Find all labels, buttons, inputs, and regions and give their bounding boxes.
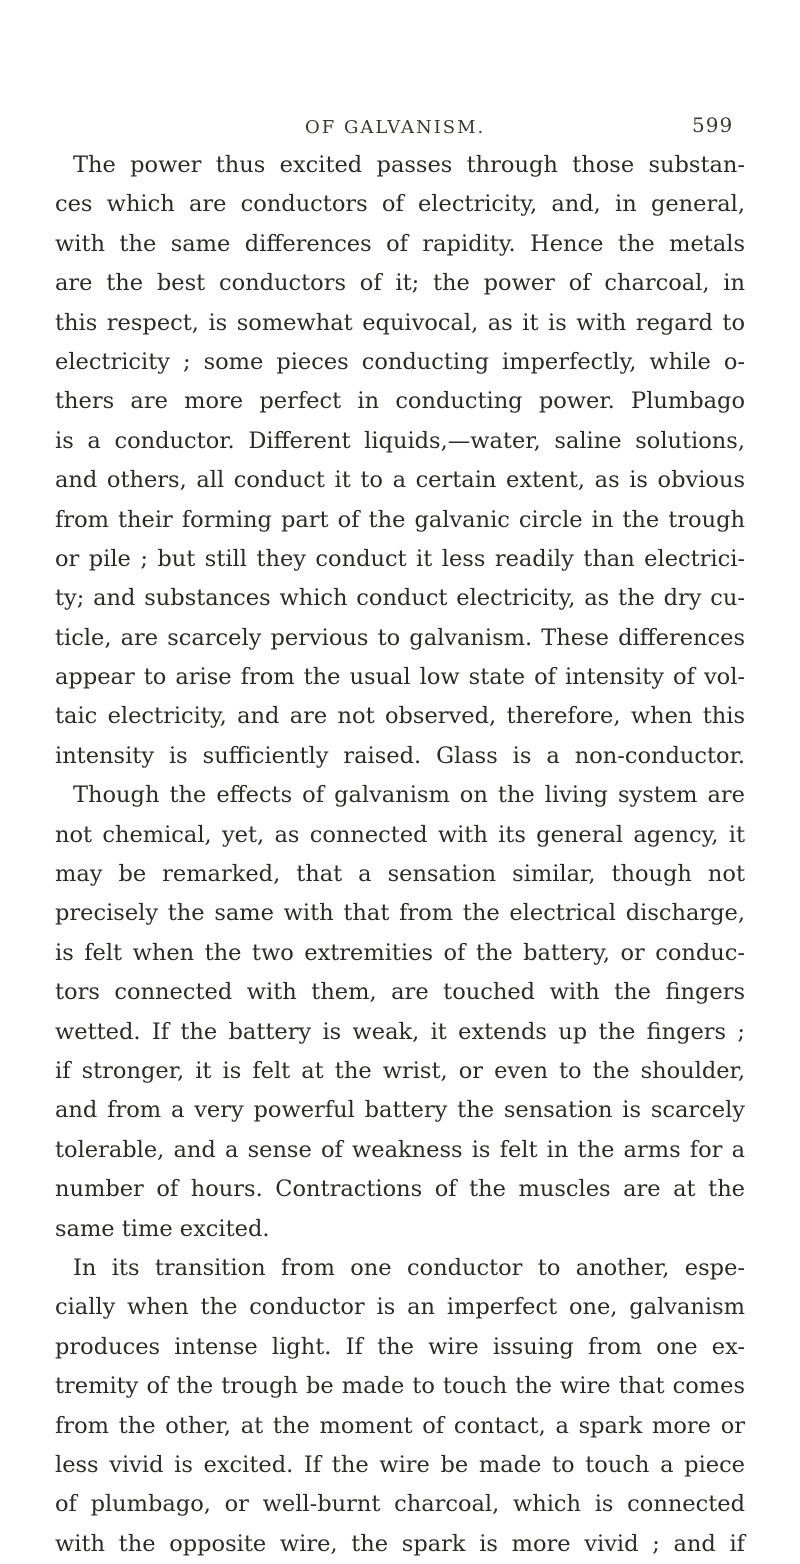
page-number: 599: [692, 113, 734, 137]
text-line: produces intense light. If the wire issuing from one ex-: [55, 1333, 745, 1360]
text-line: tolerable, and a sense of weakness is felt in the arms for a: [55, 1136, 745, 1163]
text-line: ces which are conductors of electricity, and, in general,: [55, 191, 745, 218]
running-head-title: OF GALVANISM.: [305, 117, 486, 138]
text-line: taic electricity, and are not observed, therefore, when this: [55, 703, 745, 730]
text-line: ty; and substances which conduct electricity, as the dry cu-: [55, 585, 745, 612]
text-line: same time excited.: [55, 1215, 270, 1242]
text-line: tors connected with them, are touched with the fingers: [55, 979, 745, 1006]
body-text: [55, 146, 745, 1564]
text-line: appear to arise from the usual low state of intensity of vol-: [55, 664, 745, 691]
text-line: ticle, are scarcely pervious to galvanism. These differences: [55, 624, 745, 651]
text-line: number of hours. Contractions of the muscles are at the: [55, 1176, 745, 1203]
text-line: and from a very powerful battery the sensation is scarcely: [55, 1097, 745, 1124]
text-line: with the same differences of rapidity. Hence the metals: [55, 230, 745, 257]
text-line: if stronger, it is felt at the wrist, or even to the shoulder,: [55, 1057, 745, 1084]
text-line: thers are more perfect in conducting power. Plumbago: [55, 388, 745, 415]
text-line: this respect, is somewhat equivocal, as it is with regard to: [55, 309, 745, 336]
text-line: precisely the same with that from the electrical discharge,: [55, 900, 745, 927]
text-line: Though the effects of galvanism on the living system are: [73, 782, 745, 809]
text-line: is felt when the two extremities of the battery, or conduc-: [55, 939, 745, 966]
text-line: less vivid is excited. If the wire be made to touch a piece: [55, 1451, 745, 1478]
text-line: with the opposite wire, the spark is more vivid ; and if: [55, 1530, 745, 1557]
text-line: tremity of the trough be made to touch the wire that comes: [55, 1373, 745, 1400]
text-line: are the best conductors of it; the power of charcoal, in: [55, 270, 745, 297]
text-line: cially when the conductor is an imperfect one, galvanism: [55, 1294, 745, 1321]
text-line: from their forming part of the galvanic circle in the trough: [55, 506, 745, 533]
text-line: electricity ; some pieces conducting imperfectly, while o-: [55, 348, 745, 375]
text-line: wetted. If the battery is weak, it extends up the fingers ;: [55, 1018, 745, 1045]
text-line: of plumbago, or well-burnt charcoal, which is connected: [55, 1491, 745, 1518]
text-line: not chemical, yet, as connected with its general agency, it: [55, 821, 745, 848]
text-line: may be remarked, that a sensation similar, though not: [55, 861, 745, 888]
text-line: In its transition from one conductor to another, espe-: [73, 1254, 745, 1281]
text-line: from the other, at the moment of contact, a spark more or: [55, 1412, 745, 1439]
text-line: or pile ; but still they conduct it less readily than electrici-: [55, 545, 745, 572]
text-line: The power thus excited passes through those substan-: [73, 152, 745, 178]
text-line: is a conductor. Different liquids,—water, saline solutions,: [55, 427, 745, 454]
text-line: and others, all conduct it to a certain extent, as is obvious: [55, 467, 745, 494]
text-line: intensity is sufficiently raised. Glass is a non-conductor.: [55, 742, 745, 769]
